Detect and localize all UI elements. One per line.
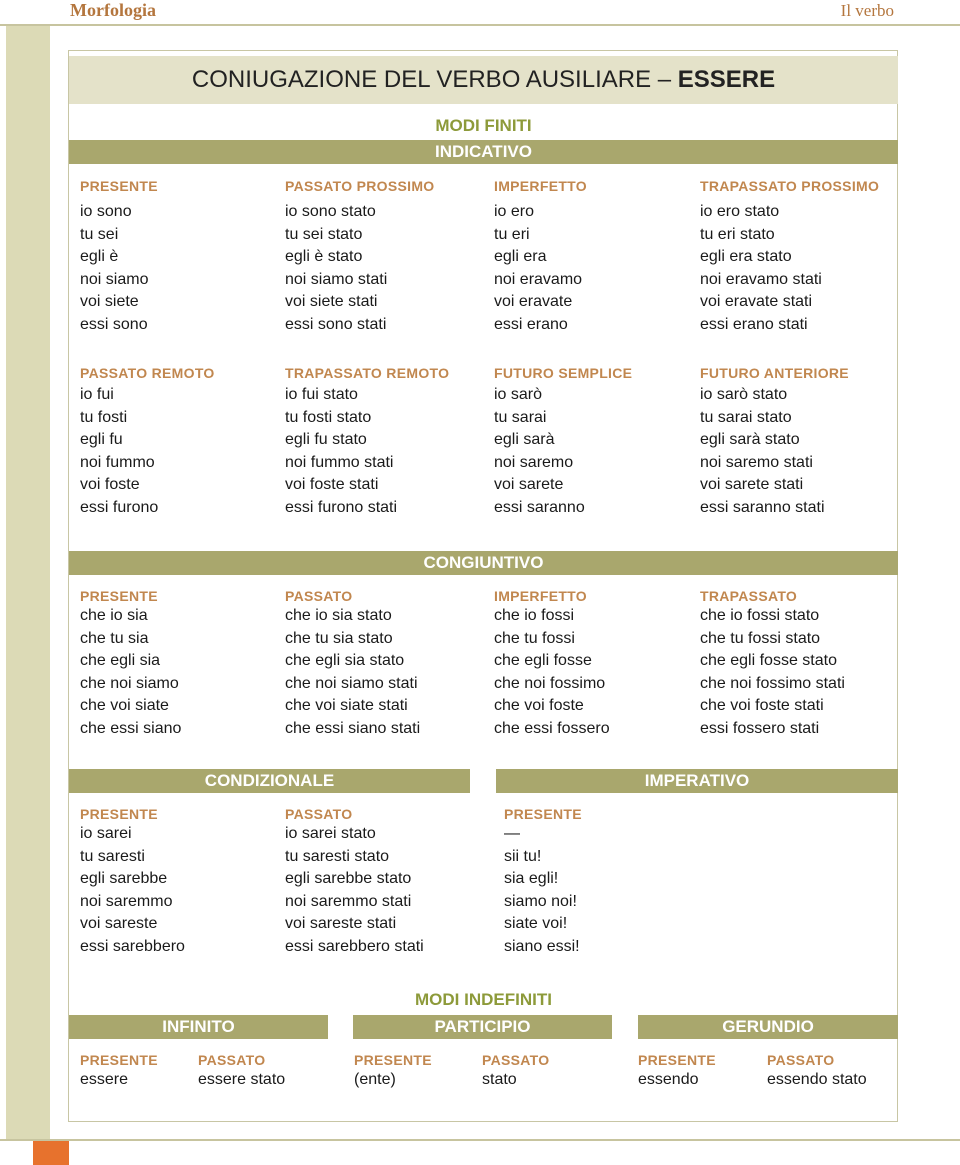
form: tu saresti stato [285,847,390,865]
footer-rule [0,1139,960,1141]
form: voi foste [80,476,140,493]
cong-imperfetto-block [494,588,610,740]
form: egli sarà [494,431,555,448]
form: voi siete stati [285,293,378,310]
form: essendo stato [767,1071,867,1088]
imperativo-bar: IMPERATIVO [496,769,898,793]
form: tu fosti stato [285,408,372,426]
form: che voi foste [494,697,584,714]
form: stato [482,1071,517,1088]
ind-presente-block [80,178,158,336]
forms-list [285,201,435,336]
forms-list [80,823,185,958]
form: tu sarai [494,408,547,426]
tense-label: TRAPASSATO PROSSIMO [700,178,880,194]
participio-presente [354,1052,432,1092]
form: io sarò [494,386,543,403]
form: voi sareste stati [285,915,397,932]
form: essere [80,1071,129,1088]
forms-list [700,384,849,519]
form: egli è [80,248,119,265]
form: io sarò stato [700,386,788,403]
form: essi saranno stati [700,498,825,516]
form: essi erano [494,315,568,333]
forms-list [494,605,610,740]
form: noi saremmo stati [285,892,412,910]
form: io sono [80,203,132,220]
form: noi siamo stati [285,270,388,288]
form: egli sarà stato [700,431,800,448]
form: io fui [80,386,114,403]
ind-imperfetto-block [494,178,587,336]
form: che tu fossi stato [700,629,821,647]
condizionale-bar: CONDIZIONALE [69,769,470,793]
tense-label: PASSATO REMOTO [80,365,215,381]
chapter-title: Il verbo [840,1,894,20]
congiuntivo-bar: CONGIUNTIVO [69,551,898,575]
form: che essi siano stati [285,719,421,737]
form: essi sarebbero [80,937,185,955]
tense-label: PASSATO [482,1052,550,1068]
forms-list [504,823,582,958]
table-title-text: CONIUGAZIONE DEL VERBO AUSILIARE – [191,66,678,93]
form: che io fossi [494,607,575,624]
form: egli sarebbe stato [285,870,412,887]
form: siate voi! [504,915,568,932]
form: io ero stato [700,203,780,220]
ind-futuro-anteriore-block [700,365,849,519]
section-title: Morfologia [70,0,156,20]
form: essi sono [80,315,148,333]
form: voi siete [80,293,139,310]
tense-label: PRESENTE [638,1052,716,1068]
form: egli fu stato [285,431,367,448]
forms-list [80,605,181,740]
form: essi erano stati [700,315,808,333]
imp-presente-block [504,806,582,958]
modi-finiti-heading: MODI FINITI [435,116,532,135]
tense-label: IMPERFETTO [494,588,587,604]
form: egli era stato [700,248,792,265]
form: io sarei stato [285,825,376,842]
tense-label: PRESENTE [80,1052,158,1068]
form: tu sei stato [285,225,363,243]
form: noi saremo [494,453,574,471]
tense-label: PRESENTE [504,806,582,822]
form: noi eravamo stati [700,270,822,288]
form: tu saresti [80,847,145,865]
form: che tu fossi [494,629,575,647]
form: io sono stato [285,203,376,220]
forms-list [494,201,587,336]
gerundio-bar: GERUNDIO [638,1015,898,1039]
ind-passato-prossimo-block [285,178,435,336]
form: egli è stato [285,248,363,265]
tense-label: TRAPASSATO [700,588,798,604]
form: egli fu [80,431,123,448]
cong-presente-block [80,588,181,740]
form: che essi fossero [494,719,610,737]
form: voi eravate [494,293,573,310]
form: che noi siamo stati [285,674,418,692]
forms-list [80,201,158,336]
form: sia egli! [504,870,559,887]
form: voi foste stati [285,476,379,493]
ind-trapassato-remoto-block [285,365,449,519]
tense-label: FUTURO SEMPLICE [494,365,633,381]
participio-bar: PARTICIPIO [353,1015,612,1039]
cong-passato-block [285,588,420,740]
ind-futuro-semplice-block [494,365,632,519]
form: noi eravamo [494,270,583,288]
form: io ero [494,203,535,220]
tense-label: PASSATO [285,806,353,822]
form: essi fossero stati [700,719,820,737]
form: che egli sia [80,652,161,669]
tense-label: IMPERFETTO [494,178,587,194]
form: che io sia stato [285,607,392,624]
form: egli era [494,248,547,265]
forms-list [285,823,424,958]
tense-label: PRESENTE [354,1052,432,1068]
tense-label: TRAPASSATO REMOTO [285,365,450,381]
cond-presente-block [80,806,185,958]
tense-label: PASSATO [767,1052,835,1068]
forms-list [285,605,420,740]
indicativo-bar: INDICATIVO [69,140,898,164]
form: che noi fossimo stati [700,674,845,692]
form: essi furono stati [285,498,398,516]
form: tu fosti [80,408,128,426]
form: tu sarai stato [700,408,792,426]
forms-list [80,384,215,519]
gerundio-passato [767,1052,867,1092]
form: noi fummo [80,453,155,471]
tense-label: PASSATO [198,1052,266,1068]
form: che noi siamo [80,674,179,692]
form: (ente) [354,1071,396,1088]
form: noi siamo [80,270,149,288]
form: sii tu! [504,847,542,865]
form: che voi foste stati [700,697,824,714]
page-corner-marker [33,1141,69,1165]
form: essi saranno [494,498,585,516]
form: essi sarebbero stati [285,937,424,955]
form: voi sarete stati [700,476,804,493]
ind-passato-remoto-block [80,365,215,519]
form: noi fummo stati [285,453,394,471]
form: tu eri stato [700,225,775,243]
form: siamo noi! [504,892,577,910]
form: che egli fosse [494,652,592,669]
tense-label: FUTURO ANTERIORE [700,365,849,381]
forms-list [494,384,632,519]
form: voi sareste [80,915,158,932]
forms-list [700,605,845,740]
form: che voi siate stati [285,697,408,714]
form: tu sei [80,225,119,243]
form: noi saremo stati [700,453,813,471]
form: noi saremmo [80,892,173,910]
infinito-passato [198,1052,285,1092]
form: tu eri [494,225,530,243]
form: essere stato [198,1071,286,1088]
form: io sarei [80,825,132,842]
table-title [69,66,898,94]
form: — [504,825,520,842]
tense-label: PRESENTE [80,178,158,194]
tense-label: PASSATO [285,588,353,604]
form: che tu sia [80,629,149,647]
cong-trapassato-block [700,588,845,740]
cond-passato-block [285,806,424,958]
form: che egli sia stato [285,652,405,669]
infinito-bar: INFINITO [69,1015,328,1039]
table-title-verb: ESSERE [677,66,776,93]
form: che tu sia stato [285,629,393,647]
form: che io sia [80,607,148,624]
modi-indefiniti-heading: MODI INDEFINITI [415,990,552,1009]
form: che essi siano [80,719,182,737]
form: essi sono stati [285,315,387,333]
form: siano essi! [504,937,580,955]
participio-passato [482,1052,549,1092]
header-rule [0,24,960,26]
ind-trapassato-prossimo-block [700,178,879,336]
form: voi sarete [494,476,564,493]
forms-list [285,384,449,519]
tense-label: PRESENTE [80,806,158,822]
form: essendo [638,1071,699,1088]
infinito-presente [80,1052,158,1092]
form: io fui stato [285,386,358,403]
form: che egli fosse stato [700,652,837,669]
form: voi eravate stati [700,293,813,310]
forms-list [700,201,879,336]
tense-label: PASSATO PROSSIMO [285,178,435,194]
form: egli sarebbe [80,870,168,887]
gerundio-presente [638,1052,716,1092]
form: essi furono [80,498,159,516]
tense-label: PRESENTE [80,588,158,604]
left-margin-strip [6,26,50,1140]
form: che io fossi stato [700,607,820,624]
form: che noi fossimo [494,674,606,692]
form: che voi siate [80,697,169,714]
